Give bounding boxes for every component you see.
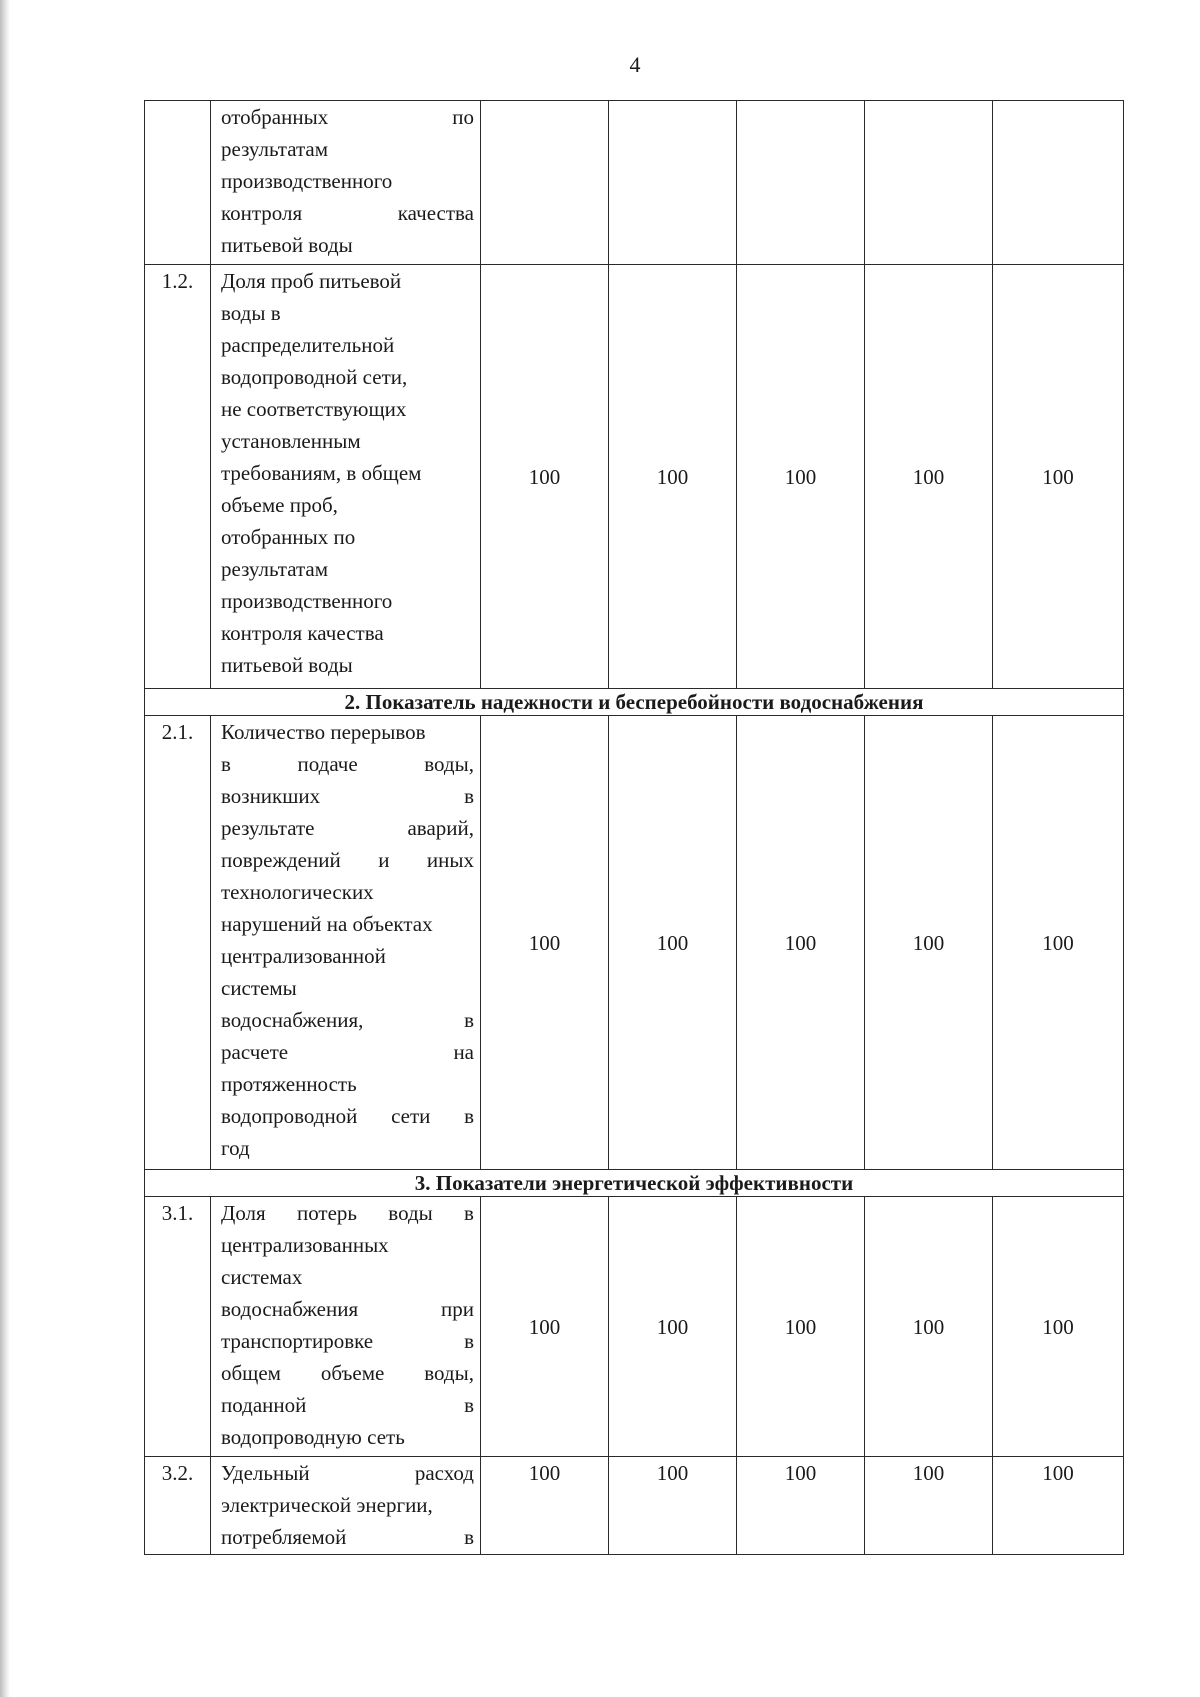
row-number: 2.1. (145, 716, 211, 1170)
value-cell: 100 (993, 716, 1124, 1170)
value-cell: 100 (737, 265, 865, 689)
description-line: централизованной (221, 944, 386, 968)
value-cell (481, 101, 609, 265)
description-line: в подаче воды, (221, 752, 474, 776)
row-number: 3.2. (145, 1457, 211, 1555)
table-row (145, 101, 1124, 265)
value-cell: 100 (481, 1457, 609, 1555)
description-line: Удельный расход (221, 1461, 474, 1485)
scan-edge-shadow (0, 0, 10, 1697)
table-row (145, 265, 1124, 689)
description-line: возникших в (221, 784, 474, 808)
section-title: 2. Показатель надежности и бесперебойности водоснабжения (145, 689, 1124, 716)
description-line: водопроводной сети, (221, 365, 408, 389)
table-row (145, 716, 1124, 1170)
description-line: водопроводной сети в (221, 1104, 474, 1128)
table-row (145, 1197, 1124, 1457)
indicator-description (211, 716, 481, 1170)
value-cell (737, 101, 865, 265)
value-cell (993, 101, 1124, 265)
description-line: не соответствующих (221, 397, 407, 421)
description-line: результатам (221, 557, 329, 581)
row-number: 1.2. (145, 265, 211, 689)
description-line: результатам (221, 137, 329, 161)
indicator-description (211, 1457, 481, 1555)
value-cell: 100 (609, 1457, 737, 1555)
value-cell: 100 (865, 716, 993, 1170)
description-line: установленным (221, 429, 361, 453)
value-cell: 100 (609, 1197, 737, 1457)
description-line: отобранных по (221, 525, 356, 549)
description-line: электрической энергии, (221, 1493, 433, 1517)
table-body (145, 101, 1124, 1555)
table-row (145, 1457, 1124, 1555)
value-cell: 100 (993, 1457, 1124, 1555)
description-line: технологических (221, 880, 374, 904)
row-number (145, 101, 211, 265)
description-line: системах (221, 1265, 303, 1289)
value-cell: 100 (993, 1197, 1124, 1457)
value-cell: 100 (993, 265, 1124, 689)
value-cell: 100 (737, 1457, 865, 1555)
value-cell: 100 (481, 265, 609, 689)
description-line: повреждений и иных (221, 848, 474, 872)
description-line: контроля качества (221, 621, 384, 645)
description-line: водоснабжения, в (221, 1008, 474, 1032)
description-line: производственного (221, 589, 393, 613)
value-cell: 100 (865, 265, 993, 689)
value-cell: 100 (737, 716, 865, 1170)
description-line: централизованных (221, 1233, 389, 1257)
value-cell: 100 (737, 1197, 865, 1457)
description-line: питьевой воды (221, 233, 353, 257)
value-cell: 100 (609, 716, 737, 1170)
description-line: водопроводную сеть (221, 1425, 405, 1449)
description-line: контроля качества (221, 201, 474, 225)
description-line: транспортировке в (221, 1329, 474, 1353)
description-line: отобранных по (221, 105, 474, 129)
description-line: результате аварий, (221, 816, 474, 840)
description-line: системы (221, 976, 297, 1000)
description-line: протяженность (221, 1072, 357, 1096)
description-line: общем объеме воды, (221, 1361, 474, 1385)
description-line: поданной в (221, 1393, 474, 1417)
value-cell: 100 (865, 1197, 993, 1457)
section-title: 3. Показатели энергетической эффективности (145, 1170, 1124, 1197)
value-cell: 100 (481, 1197, 609, 1457)
description-line: нарушений на объектах (221, 912, 433, 936)
indicators-table (144, 100, 1124, 1555)
description-line: воды в (221, 301, 281, 325)
value-cell (609, 101, 737, 265)
description-line: водоснабжения при (221, 1297, 474, 1321)
description-line: распределительной (221, 333, 395, 357)
description-line: Количество перерывов (221, 720, 426, 744)
description-line: расчете на (221, 1040, 474, 1064)
value-cell: 100 (865, 1457, 993, 1555)
section-row (145, 1170, 1124, 1197)
description-line: год (221, 1136, 250, 1160)
value-cell (865, 101, 993, 265)
value-cell: 100 (481, 716, 609, 1170)
description-line: объеме проб, (221, 493, 338, 517)
section-row (145, 689, 1124, 716)
description-line: питьевой воды (221, 653, 353, 677)
description-line: требованиям, в общем (221, 461, 422, 485)
indicator-description (211, 265, 481, 689)
indicator-description (211, 101, 481, 265)
description-line: потребляемой в (221, 1525, 474, 1549)
row-number: 3.1. (145, 1197, 211, 1457)
page-number: 4 (629, 52, 641, 77)
description-line: Доля потерь воды в (221, 1201, 474, 1225)
description-line: Доля проб питьевой (221, 269, 402, 293)
value-cell: 100 (609, 265, 737, 689)
indicator-description (211, 1197, 481, 1457)
description-line: производственного (221, 169, 393, 193)
